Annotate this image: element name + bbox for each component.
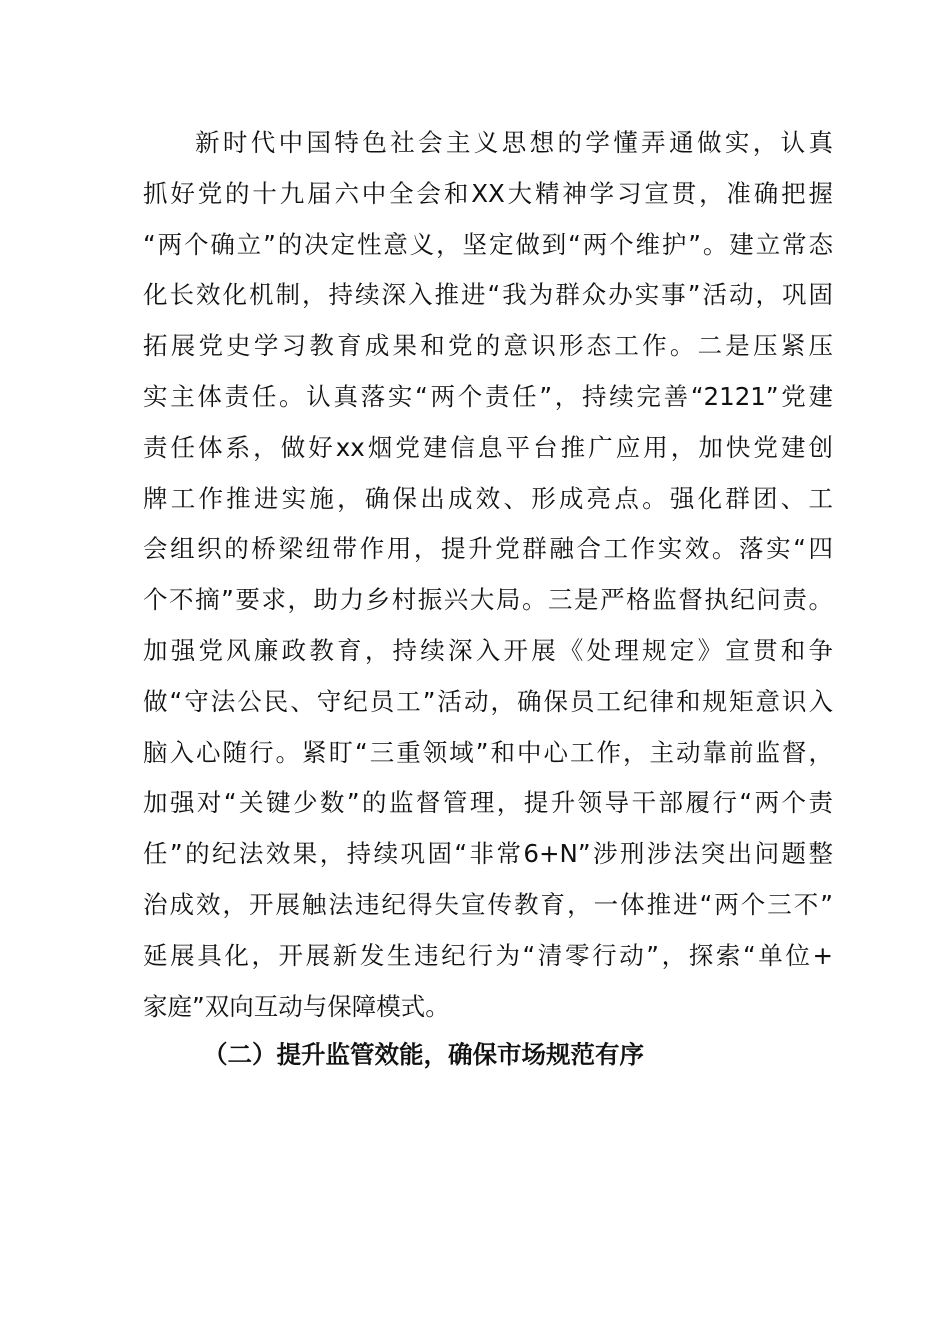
- paragraph-line: 抓好党的十九届六中全会和XX大精神学习宣贯，准确把握: [143, 178, 833, 208]
- paragraph-line: 加强对“关键少数”的监督管理，提升领导干部履行“两个责: [143, 788, 833, 818]
- paragraph-line: 会组织的桥梁纽带作用，提升党群融合工作实效。落实“四: [143, 534, 833, 564]
- paragraph-line: 延展具化，开展新发生违纪行为“清零行动”，探索“单位+: [143, 940, 833, 970]
- paragraph-line: 治成效，开展触法违纪得失宣传教育，一体推进“两个三不”: [143, 889, 833, 919]
- paragraph-line: 拓展党史学习教育成果和党的意识形态工作。二是压紧压: [143, 331, 833, 361]
- paragraph-line: “两个确立”的决定性意义，坚定做到“两个维护”。建立常态: [143, 229, 833, 259]
- paragraph-line: 责任体系，做好xx烟党建信息平台推广应用，加快党建创: [143, 432, 833, 462]
- paragraph-line: 脑入心随行。紧盯“三重领域”和中心工作，主动靠前监督，: [143, 737, 833, 767]
- paragraph-line: 加强党风廉政教育，持续深入开展《处理规定》宣贯和争: [143, 635, 833, 665]
- paragraph-line: 个不摘”要求，助力乡村振兴大局。三是严格监督执纪问责。: [143, 585, 833, 615]
- paragraph-line: 做“守法公民、守纪员工”活动，确保员工纪律和规矩意识入: [143, 686, 833, 716]
- paragraph-line: 家庭”双向互动与保障模式。: [143, 991, 450, 1021]
- paragraph-line: 化长效化机制，持续深入推进“我为群众办实事”活动，巩固: [143, 280, 833, 310]
- body-paragraph: [143, 118, 833, 1032]
- section-heading: （二）提升监管效能，确保市场规范有序: [203, 1040, 644, 1069]
- paragraph-line: 牌工作推进实施，确保出成效、形成亮点。强化群团、工: [143, 483, 833, 513]
- paragraph-line: 新时代中国特色社会主义思想的学懂弄通做实，认真: [195, 128, 833, 157]
- paragraph-line: 实主体责任。认真落实“两个责任”，持续完善“2121”党建: [143, 381, 833, 411]
- paragraph-line: 任”的纪法效果，持续巩固“非常6+N”涉刑涉法突出问题整: [143, 839, 833, 869]
